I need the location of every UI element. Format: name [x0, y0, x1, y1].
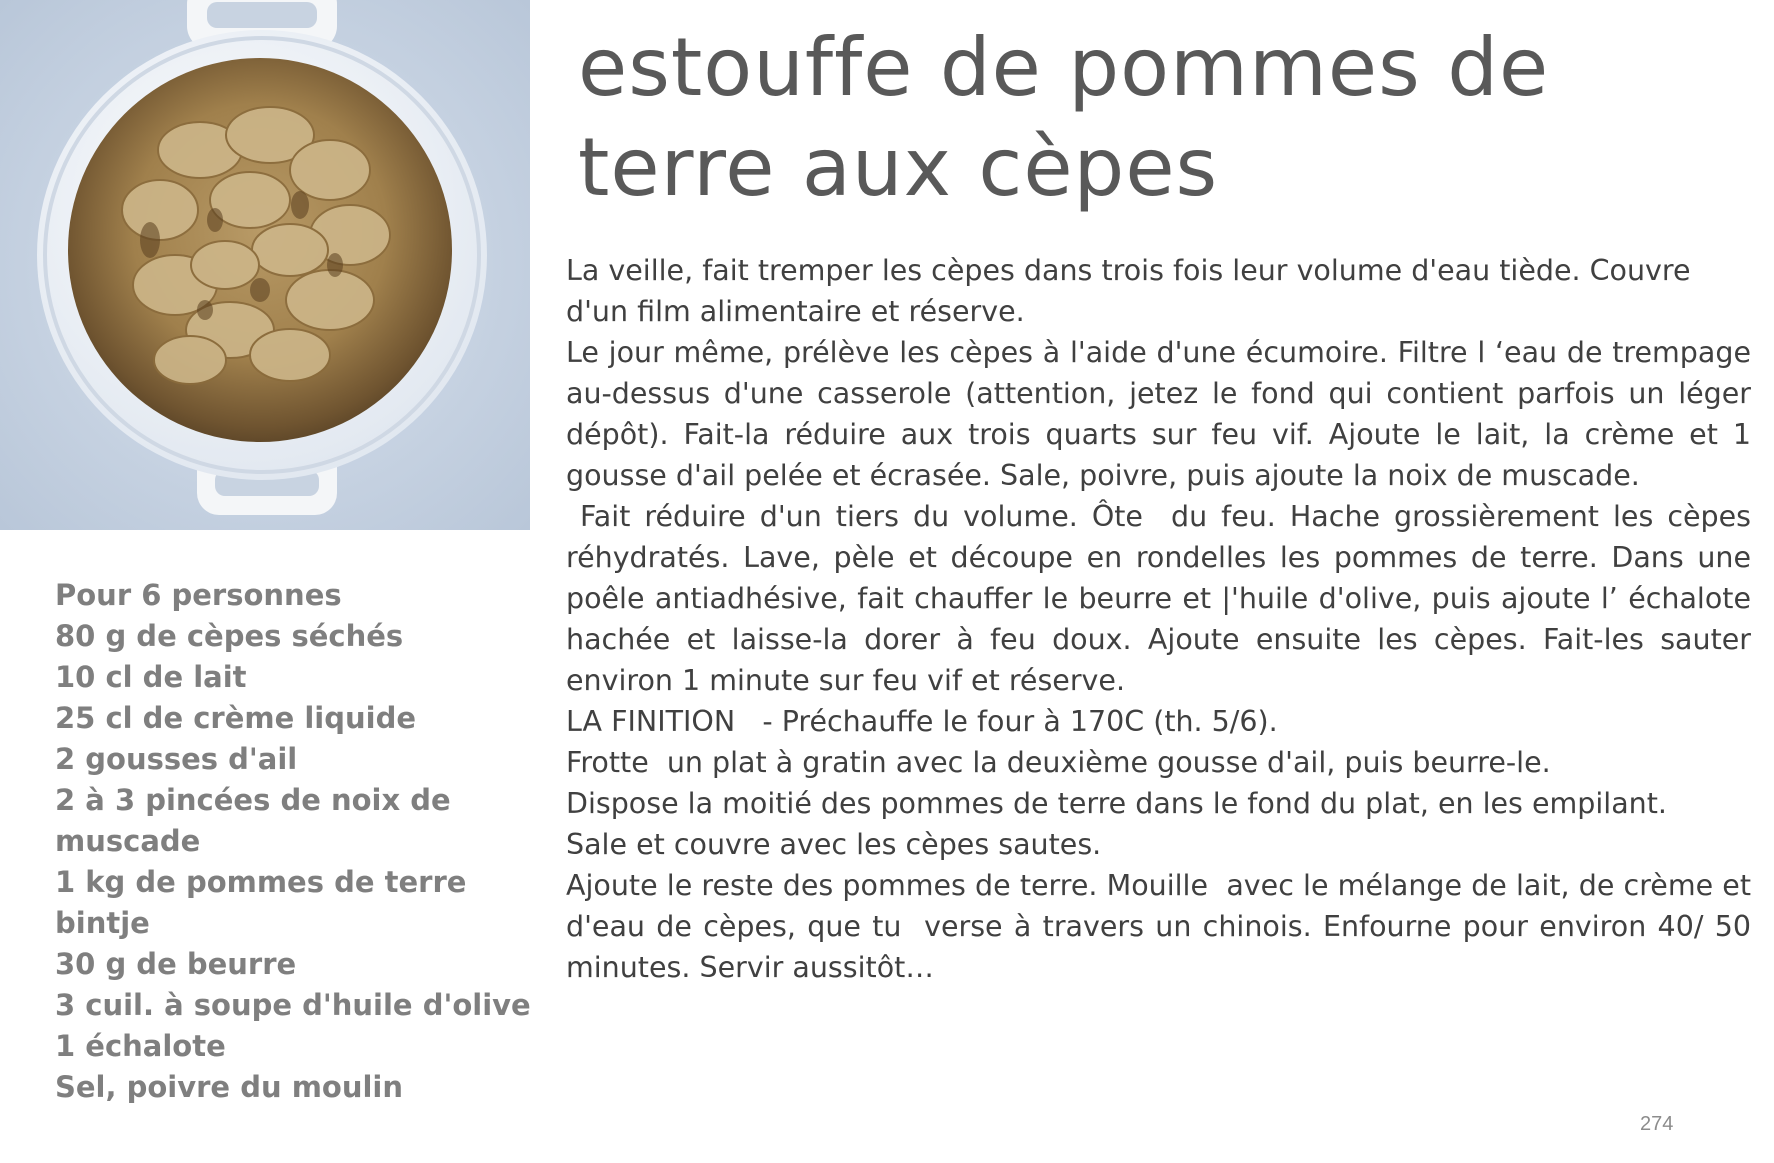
ingredient-item: 25 cl de crème liquide	[55, 701, 416, 735]
method-paragraph: Fait réduire d'un tiers du volume. Ôte du feu. Hache grossièrement les cèpes réhydratés. Lave, pèle et découpe en rondelles les pommes de terre. Dans une poêle antiadhésive, fait chauffer le beurre et |'huile d'olive, puis ajoute l’ échalote hachée et laisse-la dorer à feu doux. Ajoute ensuite les cèpes. Fait-les sauter environ 1 minute sur feu vif et réserve.	[566, 500, 1761, 697]
method-paragraph: La veille, fait tremper les cèpes dans trois fois leur volume d'eau tiède. Couvre d'un film alimentaire et réserve.	[566, 254, 1700, 328]
ingredient-item: 10 cl de lait	[55, 660, 247, 694]
ingredient-servings: Pour 6 personnes	[55, 578, 342, 612]
method-paragraph: Sale et couvre avec les cèpes sautes.	[566, 828, 1102, 861]
method-paragraph: Dispose la moitié des pommes de terre dans le fond du plat, en les empilant.	[566, 787, 1667, 820]
method-text	[566, 250, 1761, 988]
method-paragraph: Frotte un plat à gratin avec la deuxième gousse d'ail, puis beurre-le.	[566, 746, 1551, 779]
ingredient-item: 3 cuil. à soupe d'huile d'olive	[55, 988, 531, 1022]
ingredient-item: 80 g de cèpes séchés	[55, 619, 404, 653]
ingredient-item: 30 g de beurre	[55, 947, 297, 981]
method-paragraph: Ajoute le reste des pommes de terre. Mouille avec le mélange de lait, de crème et d'eau de cèpes, que tu verse à travers un chinois. Enfourne pour environ 40/ 50 minutes. Servir aussitôt…	[566, 869, 1761, 984]
ingredient-item: 2 à 3 pincées de noix de muscade	[55, 783, 451, 858]
method-paragraph-finition: LA FINITION - Préchauffe le four à 170C (th. 5/6).	[566, 705, 1278, 738]
dish-photo	[0, 0, 530, 530]
gratin-dish-illustration	[0, 0, 530, 530]
page-number: 274	[1640, 1113, 1674, 1135]
ingredient-item: 2 gousses d'ail	[55, 742, 298, 776]
recipe-title: estouffe de pommes de terre aux cèpes	[578, 21, 1550, 214]
method-paragraph: Le jour même, prélève les cèpes à l'aide d'une écumoire. Filtre l ‘eau de trempage au-dessus d'une casserole (attention, jetez le fond qui contient parfois un léger dépôt). Fait-la réduire aux trois quarts sur feu vif. Ajoute le lait, la crème et 1 gousse d'ail pelée et écrasée. Sale, poivre, puis ajoute la noix de muscade.	[566, 336, 1761, 492]
ingredient-item: Sel, poivre du moulin	[55, 1070, 404, 1104]
ingredient-item: 1 kg de pommes de terre bintje	[55, 865, 467, 940]
ingredient-list	[55, 575, 535, 1108]
ingredient-item: 1 échalote	[55, 1029, 226, 1063]
